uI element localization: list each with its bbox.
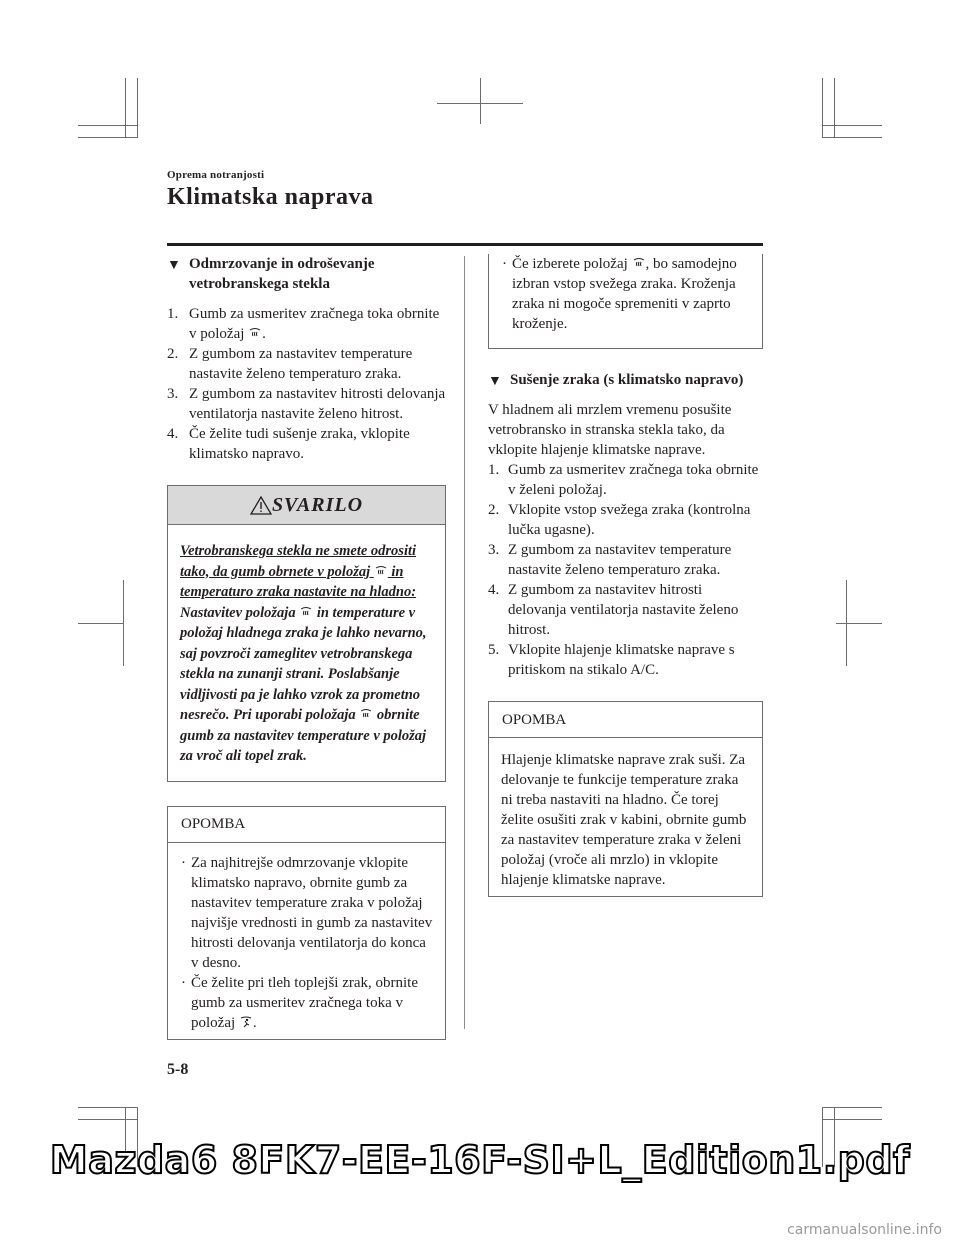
step-number: 2. (167, 346, 179, 362)
list-item (167, 344, 447, 384)
step-text: . (262, 326, 266, 342)
list-item (167, 384, 447, 424)
warning-triangle-icon (250, 496, 272, 515)
warning-title: SVARILO (271, 494, 364, 516)
windshield-defrost-icon (360, 708, 372, 720)
note-body (168, 843, 445, 1039)
list-item (488, 540, 763, 580)
bullet-dot: · (181, 974, 186, 991)
warning-text: in temperaturo zraka nastavite na hladno: (180, 563, 417, 600)
step-text: Z gumbom za nastavitev temperature nastavite želeno temperaturo zraka. (189, 346, 413, 382)
step-text: Če želite tudi sušenje zraka, vklopite klimatsko napravo. (189, 426, 410, 462)
right-column (488, 254, 763, 897)
step-number: 4. (488, 582, 500, 598)
windshield-defrost-icon (375, 565, 387, 577)
note-text: Za najhitrejše odmrzovanje vklopite klimatsko napravo, obrnite gumb za nastavitev temperature zraka v položaj najvišje vrednosti in gumb za nastavitev hitrosti delovanja ventilatorja do konca v desno. (191, 854, 433, 971)
step-text: Gumb za usmeritev zračnega toka obrnite v položaj (189, 306, 440, 342)
note-title: OPOMBA (168, 807, 445, 843)
center-mark (836, 623, 882, 624)
site-watermark: carmanualsonline.info (787, 1222, 942, 1238)
warning-text: Vetrobranskega stekla ne smete odrositi tako, da gumb obrnete v položaj (180, 543, 417, 580)
note-box (488, 701, 763, 897)
step-number: 2. (488, 502, 500, 518)
crop-mark (78, 1107, 138, 1108)
crop-mark (822, 1107, 882, 1108)
center-mark (437, 103, 523, 104)
note-text: Če izberete položaj (512, 256, 632, 272)
step-number: 4. (167, 426, 179, 442)
list-item (488, 580, 763, 640)
windshield-defrost-icon (300, 606, 312, 618)
step-number: 3. (488, 542, 500, 558)
procedure-list (167, 304, 447, 464)
note-text: , bo samodejno izbran vstop svežega zraka. Kroženja zraka ni mogoče spremeniti v zaprto kroženje. (512, 256, 737, 332)
page-title: Klimatska naprava (167, 184, 374, 210)
note-body (489, 254, 762, 340)
bullet-dot: · (181, 854, 186, 871)
step-text: Z gumbom za nastavitev hitrosti delovanja ventilatorja nastavite želeno hitrost. (189, 386, 446, 422)
note-box (167, 806, 446, 1040)
warning-text: Nastavitev položaja (180, 604, 300, 621)
crop-mark (822, 125, 882, 126)
floor-defrost-icon (240, 1016, 252, 1028)
column-divider (464, 256, 465, 1029)
center-mark (78, 623, 124, 624)
step-number: 1. (167, 306, 179, 322)
section-triangle-icon: ▼ (167, 258, 181, 273)
step-text: Gumb za usmeritev zračnega toka obrnite v želeni položaj. (508, 462, 759, 498)
step-number: 5. (488, 642, 500, 658)
step-number: 3. (167, 386, 179, 402)
note-bullet (501, 254, 752, 334)
note-bullet (180, 973, 435, 1033)
bullet-dot: · (502, 256, 507, 272)
left-column (167, 254, 447, 1040)
step-text: Z gumbom za nastavitev hitrosti delovanja ventilatorja nastavite želeno hitrost. (508, 582, 739, 638)
warning-emphasis (180, 543, 416, 600)
list-item (167, 424, 447, 464)
crop-mark (78, 137, 138, 138)
step-text: Vklopite vstop svežega zraka (kontrolna lučka ugasne). (508, 502, 751, 538)
page-number: 5-8 (167, 1061, 189, 1078)
list-item (488, 640, 763, 680)
warning-box (167, 485, 446, 782)
watermark: Mazda6 8FK7-EE-16F-SI+L_Edition1.pdf (49, 1138, 911, 1182)
warning-header (168, 486, 445, 525)
title-rule (167, 243, 763, 246)
crop-mark (834, 78, 835, 138)
windshield-defrost-icon (633, 257, 645, 269)
step-text: Vklopite hlajenje klimatske naprave s pritiskom na stikalo A/C. (508, 642, 735, 678)
crop-mark (78, 1119, 138, 1120)
warning-text: obrnite gumb za nastavitev temperature v položaj za vroč ali topel zrak. (180, 707, 427, 764)
list-item (167, 304, 447, 344)
crop-mark (822, 137, 882, 138)
note-text: Če želite pri tleh toplejši zrak, obrnite gumb za usmeritev zračnega toka v položaj (191, 974, 419, 1031)
note-box-continued (488, 254, 763, 349)
intro-paragraph: V hladnem ali mrzlem vremenu posušite vetrobransko in stranska stekla tako, da vklopite hlajenje klimatske naprave. (488, 402, 732, 458)
windshield-defrost-icon (249, 327, 261, 339)
section-heading (488, 370, 763, 390)
step-text: Z gumbom za nastavitev temperature nastavite želeno temperaturo zraka. (508, 542, 732, 578)
procedure-list (488, 460, 763, 680)
section-triangle-icon: ▼ (488, 374, 502, 389)
note-text: . (252, 1014, 257, 1031)
section-heading (167, 254, 447, 294)
note-bullet (180, 853, 435, 973)
warning-body (168, 525, 445, 781)
warning-text: in temperature v položaj hladnega zraka je lahko nevarno, saj povzroči zameglitev vetrobranskega stekla na zunanji strani. Poslabšanje vidljivosti pa je lahko vzrok za prometno nesrečo. Pri uporabi položaja (180, 604, 427, 723)
list-item (488, 500, 763, 540)
step-number: 1. (488, 462, 500, 478)
crop-mark (822, 78, 823, 138)
note-title: OPOMBA (489, 702, 762, 738)
list-item (488, 460, 763, 500)
crop-mark (137, 78, 138, 138)
section-heading-text: Sušenje zraka (s klimatsko napravo) (510, 372, 744, 388)
section-heading-text: Odmrzovanje in odroševanje vetrobranskega stekla (189, 256, 375, 292)
note-body: Hlajenje klimatske naprave zrak suši. Za delovanje te funkcije temperature zraka ni treba nastaviti na hladno. Če torej želite osušiti zrak v kabini, obrnite gumb za nastavitev temperature zraka v želeni položaj (vroče ali mrzlo) in vklopite hlajenje klimatske naprave. (501, 752, 747, 888)
center-mark (480, 78, 481, 124)
crop-mark (822, 1119, 882, 1120)
section-label: Oprema notranjosti (167, 169, 265, 181)
crop-mark (125, 78, 126, 138)
crop-mark (78, 125, 138, 126)
